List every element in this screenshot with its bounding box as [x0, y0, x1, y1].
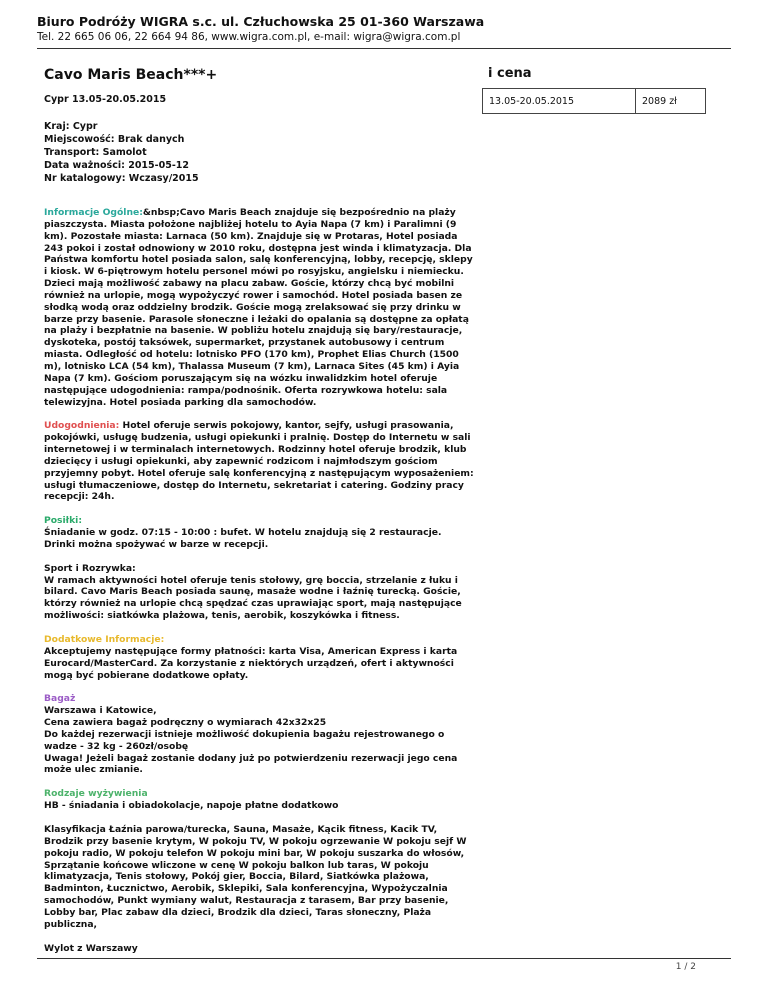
agency-title: Biuro Podróży WIGRA s.c. ul. Człuchowska 25 01-360 Warszawa [37, 14, 485, 29]
text-extra-info: Akceptujemy następujące formy płatności: karta Visa, American Express i karta Eurocard/MasterCard. Za korzystanie z niektórych urządzeń, ofert i aktywności mogą być pobierane dodatkowe opłaty. [44, 645, 458, 681]
trip-dates: Cypr 13.05-20.05.2015 [44, 94, 167, 105]
section-classification: Klasyfikacja Łaźnia parowa/turecka, Sauna, Masaże, Kącik fitness, Kacik TV, Brodzik przy basenie krytym, W pokoju TV, W pokoju ogrzewanie W pokoju sejf W pokoju radio, W pokoju telefon W pokoju mini bar, W pokoju suszarka do włosów, Sprzątanie końcowe wliczone w cenę W pokoju balkon lub taras, W pokoju klimatyzacja, Tenis stołowy, Pokój gier, Boccia, Bilard, Siatkówka plażowa, Badminton, Łucznictwo, Aerobik, Sklepiki, Sala konferencyjna, Wypożyczalnia samochodów, Punkt wymiany walut, Restauracja z tarasem, Bar przy basenie, Lobby bar, Plac zabaw dla dzieci, Brodzik dla dzieci, Taras słoneczny, Plaża publiczna, [44, 823, 467, 930]
text-general-info: &nbsp;Cavo Maris Beach znajduje się bezpośrednio na plaży piaszczysta. Miasta położone najbliżej hotelu to Ayia Napa (7 km) i Paralimni (9 km). Pozostałe miasta: Larnaca (50 km). Znajduje się w Protaras, Hotel posiada 243 pokoi i został odnowiony w 2010 roku, dostępna jest winda i klimatyzacja. Dla Państwa komfortu hotel posiada salon, salę konferencyjną, lobby, recepcję, sklepy i kiosk. W 6-piętrowym hotelu personel mówi po rosyjsku, angielsku i niemiecku. Dzieci mają możliwość zabawy na placu zabaw. Goście, którzy chcą być mobilni również na urlopie, mogą wypożyczyć rower i samochód. Hotel posiada basen ze słodką wodą oraz oddzielny brodzik. Goście mogą zrelaksować się przy drinku w barze przy basenie. Parasole słoneczne i leżaki do opalania są dostępne za opłatą na plaży i bezpłatnie na basenie. W pobliżu hotelu znajdują się bary/restauracje, dyskoteka, postój taksówek, supermarket, przystanek autobusowy i centrum miasta. Odległość od hotelu: lotnisko PFO (170 km), Prophet Elias Church (1500 m), lotnisko LCA (54 km), Thalassa Museum (7 km), Larnaca Sites (45 km) i Ayia Napa (7 km). Gościom poruszającym się na wózku inwalidzkim hotel oferuje następujące udogodnienia: rampa/podnośnik. Oferta rozrywkowa hotelu: sala telewizyjna. Hotel posiada parking dla samochodów. [44, 207, 473, 408]
section-meals [44, 515, 474, 551]
price-date-cell: 13.05-20.05.2015 [483, 89, 636, 114]
baggage-line: Uwaga! Jeżeli bagaż zostanie dodany już po potwierdzeniu rezerwacji jego cena może ulec zmianie. [44, 752, 458, 776]
section-board [44, 788, 474, 812]
header-divider [37, 48, 731, 49]
label-general-info: Informacje Ogólne: [44, 207, 143, 218]
page-header [37, 14, 737, 45]
fact-catalog-number: Nr katalogowy: Wczasy/2015 [44, 173, 199, 184]
footer-divider [37, 958, 731, 959]
price-heading: i cena [488, 66, 532, 81]
hotel-name: Cavo Maris Beach***+ [44, 67, 218, 83]
table-row [483, 89, 706, 114]
text-sport: W ramach aktywności hotel oferuje tenis stołowy, grę boccia, strzelanie z łuku i bilard. Cavo Maris Beach posiada saunę, masaże wodne i łaźnię turecką. Goście, którzy również na urlopie chcą spędzać czas uprawiając sport, mają następujące możliwości: siatkówka plażowa, tenis, aerobik, koszykówka i fitness. [44, 574, 462, 622]
text-amenities: Hotel oferuje serwis pokojowy, kantor, sejfy, usługi prasowania, pokojówki, usługę budzenia, usługi opiekunki i pralnię. Dostęp do Internetu w sali internetowej i w terminalach internetowych. Rodzinny hotel oferuje brodzik, klub dziecięcy i usługi opiekunki, aby zapewnić rodzicom i najmłodszym gościom przyjemny pobyt. Hotel oferuje salę konferencyjną z następującym wyposażeniem: usługi tłumaczeniowe, dostęp do Internetu, sekretariat i catering. Godziny pracy recepcji: 24h. [44, 420, 474, 503]
fact-transport: Transport: Samolot [44, 147, 147, 158]
price-table [482, 88, 706, 114]
section-amenities [44, 420, 474, 503]
baggage-line: Cena zawiera bagaż podręczny o wymiarach 42x32x25 [44, 717, 327, 729]
section-extra-info [44, 634, 474, 681]
label-meals: Posiłki: [44, 515, 83, 527]
text-board: HB - śniadania i obiadokolacje, napoje płatne dodatkowo [44, 800, 339, 812]
section-baggage [44, 693, 474, 776]
price-amount-cell: 2089 zł [636, 89, 706, 114]
section-sport [44, 563, 474, 622]
label-baggage: Bagaż [44, 693, 76, 705]
fact-city: Miejscowość: Brak danych [44, 134, 185, 145]
text-meals: Śniadanie w godz. 07:15 - 10:00 : bufet. W hotelu znajdują się 2 restauracje. Drinki można spożywać w barze w recepcji. [44, 527, 442, 550]
offer-facts [44, 120, 474, 185]
baggage-line: Do każdej rezerwacji istnieje możliwość dokupienia bagażu rejestrowanego o wadze - 32 kg - 260zł/osobę [44, 728, 445, 752]
price-panel [482, 64, 722, 114]
page-number: 1 / 2 [675, 962, 696, 972]
label-board: Rodzaje wyżywienia [44, 788, 148, 800]
label-amenities: Udogodnienia: [44, 420, 120, 432]
agency-contact: Tel. 22 665 06 06, 22 664 94 86, www.wigra.com.pl, e-mail: wigra@wigra.com.pl [37, 31, 461, 43]
baggage-line: Warszawa i Katowice, [44, 705, 157, 717]
offer-details [44, 64, 474, 954]
fact-validity: Data ważności: 2015-05-12 [44, 160, 189, 171]
section-general-info [44, 207, 474, 408]
label-extra-info: Dodatkowe Informacje: [44, 634, 165, 645]
departure-info: Wylot z Warszawy [44, 942, 138, 954]
label-sport: Sport i Rozrywka: [44, 562, 136, 574]
fact-country: Kraj: Cypr [44, 121, 98, 132]
